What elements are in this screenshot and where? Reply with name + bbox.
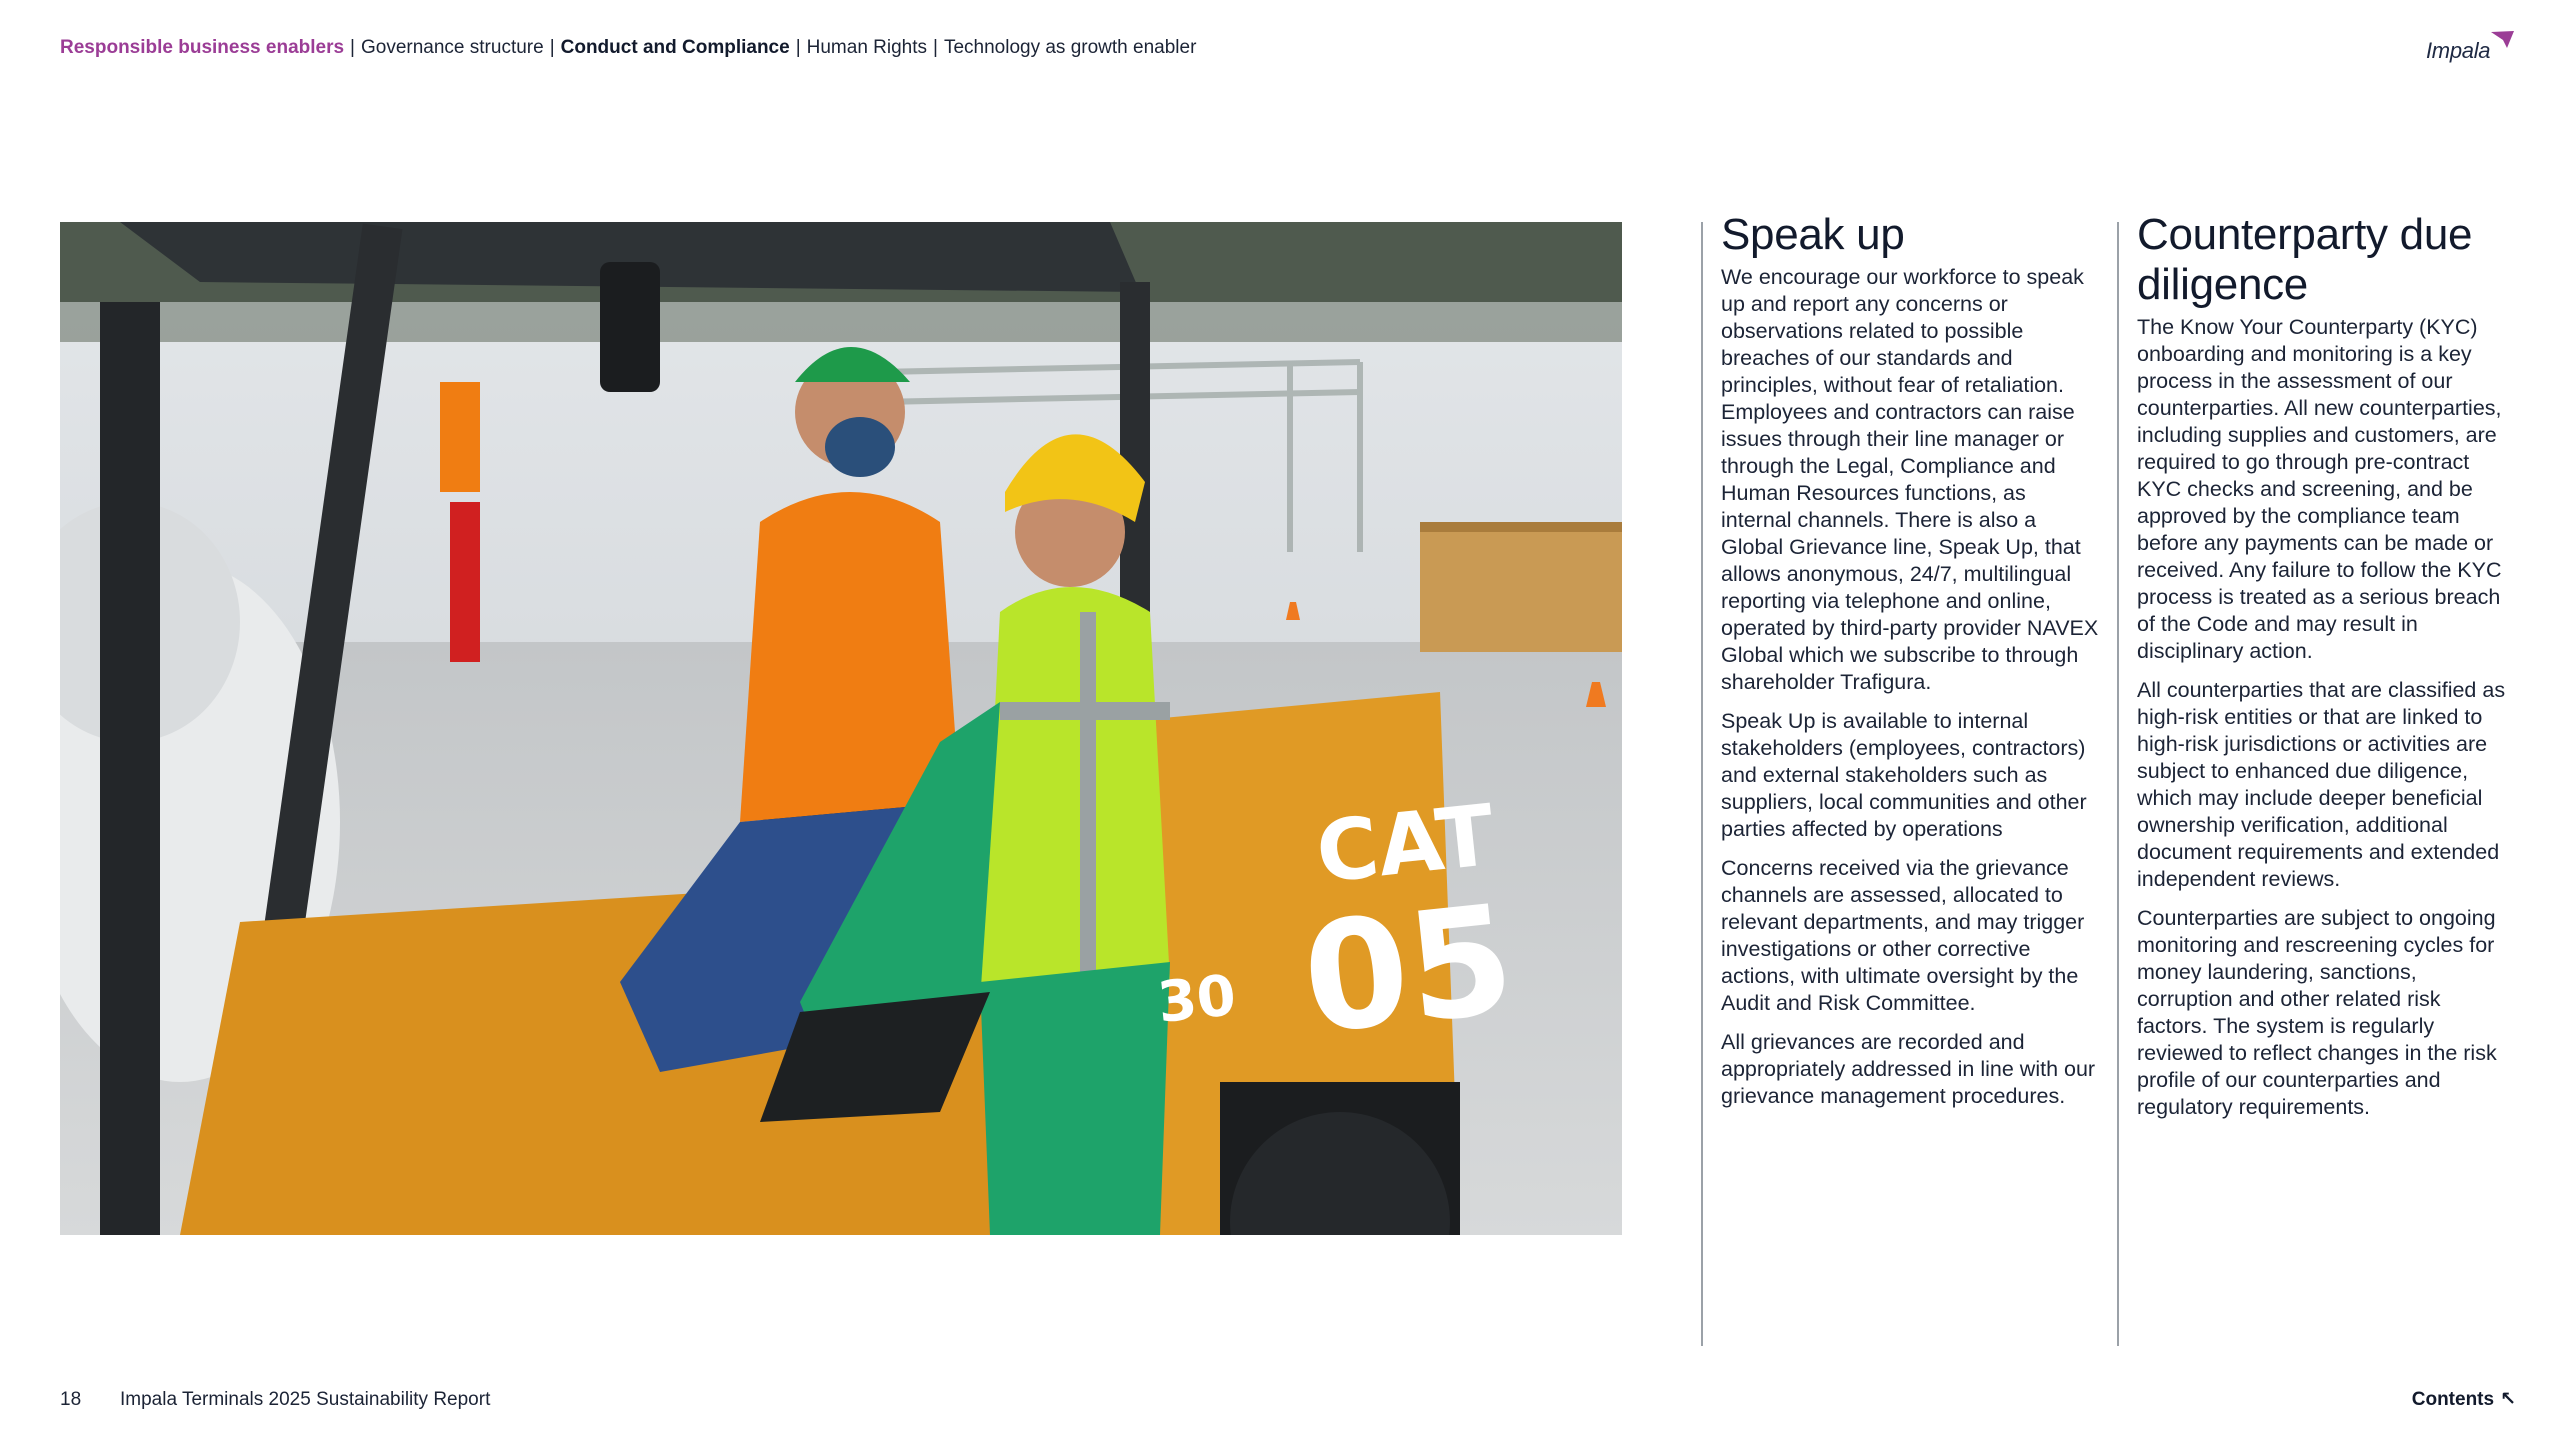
nav-item-responsible-business-enablers[interactable]: Responsible business enablers <box>60 37 345 58</box>
contents-link[interactable] <box>2412 1388 2516 1412</box>
nav-separator: | <box>795 37 801 58</box>
impala-arrow-logo-icon <box>2490 30 2516 50</box>
speak-up-paragraph: Concerns received via the grievance channels are assessed, allocated to relevant departments, and may trigger investigations or other corrective actions, with ultimate oversight by the Audit and Risk Committee. <box>1721 856 2085 1015</box>
counterparty-due-diligence-section <box>2137 210 2517 1133</box>
breadcrumb-nav <box>60 36 1196 60</box>
due-diligence-paragraph: The Know Your Counterparty (KYC) onboarding and monitoring is a key process in the assessment of our counterparties. All new counterparties, including supplies and customers, are required to go through pre-contract KYC checks and screening, and be approved by the compliance team before any payments can be made or received. Any failure to follow the KYC process is treated as a serious breach of the Code and may result in disciplinary action. <box>2137 315 2502 663</box>
page-number: 18 <box>60 1389 82 1410</box>
report-title: Impala Terminals 2025 Sustainability Report <box>120 1389 491 1410</box>
nav-separator: | <box>549 37 555 58</box>
forklift-brand-text: CAT <box>1311 785 1499 902</box>
forklift-model-text: 30 <box>1154 963 1239 1036</box>
due-diligence-heading: Counterparty due diligence <box>2137 210 2473 309</box>
speak-up-section <box>1721 210 2099 1122</box>
nav-item-human-rights[interactable]: Human Rights <box>806 37 928 58</box>
due-diligence-paragraph: All counterparties that are classified as high-risk entities or that are linked to high-risk jurisdictions or activities are subject to enhanced due diligence, which may include deeper beneficial ownership verification, additional document requirements and extended independent reviews. <box>2137 678 2506 891</box>
nav-item-technology-as-growth-enabler[interactable]: Technology as growth enabler <box>943 37 1197 58</box>
speak-up-paragraph: Speak Up is available to internal stakeholders (employees, contractors) and external stakeholders such as suppliers, local communities and other parties affected by operations <box>1721 709 2087 841</box>
speak-up-heading: Speak up <box>1721 210 1905 259</box>
nav-separator: | <box>933 37 938 58</box>
due-diligence-paragraph: Counterparties are subject to ongoing monitoring and rescreening cycles for money laundering, sanctions, corruption and other related risk factors. The system is regularly reviewed to reflect changes in the risk profile of our counterparties and regulatory requirements. <box>2137 906 2497 1119</box>
forklift-number-text: 05 <box>1295 872 1522 1068</box>
nav-item-conduct-and-compliance[interactable]: Conduct and Compliance <box>560 37 790 58</box>
column-divider <box>1701 222 1703 1346</box>
arrow-up-left-icon: ↖ <box>2500 1389 2516 1410</box>
nav-item-governance-structure[interactable]: Governance structure <box>360 37 544 58</box>
contents-label: Contents <box>2411 1389 2495 1410</box>
logo-text: Impala <box>2426 38 2491 63</box>
forklift-workers-photo <box>60 222 1622 1235</box>
speak-up-paragraph: All grievances are recorded and appropriately addressed in line with our grievance management procedures. <box>1721 1030 2096 1108</box>
speak-up-paragraph: We encourage our workforce to speak up and report any concerns or observations related to possible breaches of our standards and principles, without fear of retaliation. Employees and contractors can raise issues through their line manager or through the Legal, Compliance and Human Resources functions, as internal channels. There is also a Global Grievance line, Speak Up, that allows anonymous, 24/7, multilingual reporting via telephone and online, operated by third-party provider NAVEX Global which we subscribe to through shareholder Trafigura. <box>1721 265 2099 694</box>
column-divider <box>2117 222 2119 1346</box>
impala-logo <box>2426 30 2516 66</box>
nav-separator: | <box>350 37 355 58</box>
